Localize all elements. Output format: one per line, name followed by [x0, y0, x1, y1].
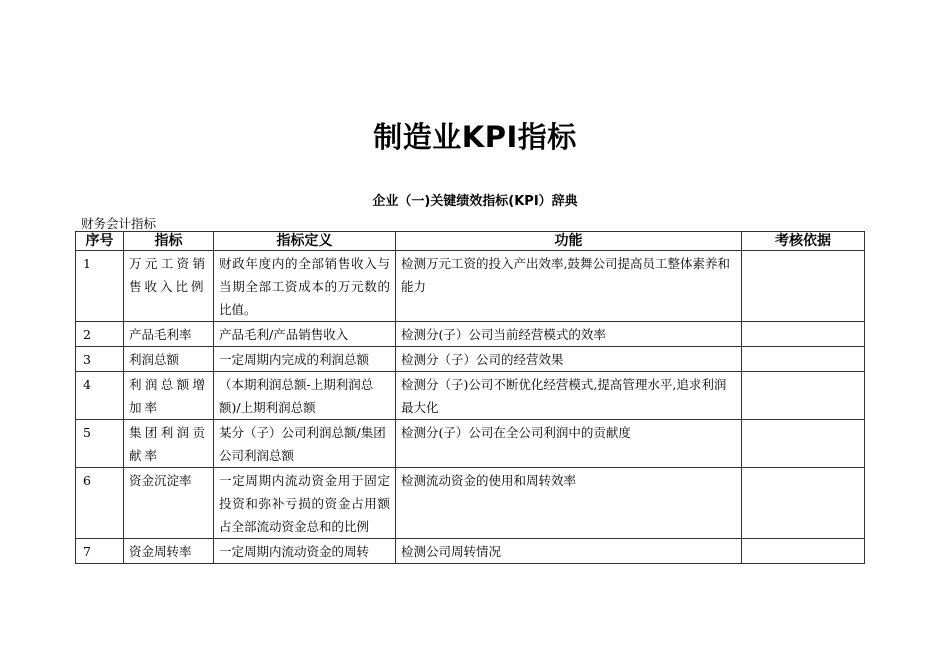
row-function: 检测万元工资的投入产出效率,鼓舞公司提高员工整体素养和能力	[396, 251, 742, 322]
row-basis	[742, 420, 865, 468]
row-definition: 一定周期内流动资金的周转	[214, 539, 396, 564]
row-basis	[742, 468, 865, 539]
document-subtitle: 企业（一)关键绩效指标(KPI）辞典	[372, 194, 578, 209]
row-no: 5	[76, 420, 124, 468]
table-row	[76, 347, 865, 372]
row-indicator: 利润总额增加率	[124, 372, 214, 420]
row-basis	[742, 539, 865, 564]
row-no: 1	[76, 251, 124, 322]
table-header-row	[76, 232, 865, 251]
row-basis	[742, 372, 865, 420]
row-no: 4	[76, 372, 124, 420]
row-indicator: 集团利润贡献率	[124, 420, 214, 468]
row-definition: 一定周期内完成的利润总额	[214, 347, 396, 372]
section-label: 财务会计指标	[81, 216, 157, 231]
row-basis	[742, 322, 865, 347]
kpi-table	[75, 231, 865, 564]
row-no: 6	[76, 468, 124, 539]
row-definition: （本期利润总额-上期利润总额)/上期利润总额	[214, 372, 396, 420]
row-definition: 一定周期内流动资金用于固定投资和弥补亏损的资金占用额占全部流动资金总和的比例	[214, 468, 396, 539]
header-definition: 指标定义	[214, 232, 396, 251]
row-basis	[742, 251, 865, 322]
row-function: 检测分(子）公司在全公司利润中的贡献度	[396, 420, 742, 468]
table-row	[76, 372, 865, 420]
row-no: 3	[76, 347, 124, 372]
header-function: 功能	[396, 232, 742, 251]
table-row	[76, 468, 865, 539]
row-function: 检测分(子）公司当前经营模式的效率	[396, 322, 742, 347]
row-definition: 某分（子）公司利润总额/集团公司利润总额	[214, 420, 396, 468]
row-indicator: 万元工资销售收入比例	[124, 251, 214, 322]
row-basis	[742, 347, 865, 372]
row-function: 检测分（子）公司的经营效果	[396, 347, 742, 372]
row-indicator: 利润总额	[124, 347, 214, 372]
table-row	[76, 420, 865, 468]
row-indicator: 资金沉淀率	[124, 468, 214, 539]
header-no: 序号	[76, 232, 124, 251]
table-row	[76, 539, 865, 564]
header-basis: 考核依据	[742, 232, 865, 251]
document-title: 制造业KPI指标	[373, 120, 577, 154]
row-function: 检测公司周转情况	[396, 539, 742, 564]
header-indicator: 指标	[124, 232, 214, 251]
row-definition: 产品毛利/产品销售收入	[214, 322, 396, 347]
row-function: 检测分（子)公司不断优化经营模式,提高管理水平,追求利润最大化	[396, 372, 742, 420]
row-no: 2	[76, 322, 124, 347]
table-row	[76, 251, 865, 322]
row-function: 检测流动资金的使用和周转效率	[396, 468, 742, 539]
row-no: 7	[76, 539, 124, 564]
row-indicator: 资金周转率	[124, 539, 214, 564]
row-indicator: 产品毛利率	[124, 322, 214, 347]
row-definition: 财政年度内的全部销售收入与当期全部工资成本的万元数的比值。	[214, 251, 396, 322]
table-row	[76, 322, 865, 347]
